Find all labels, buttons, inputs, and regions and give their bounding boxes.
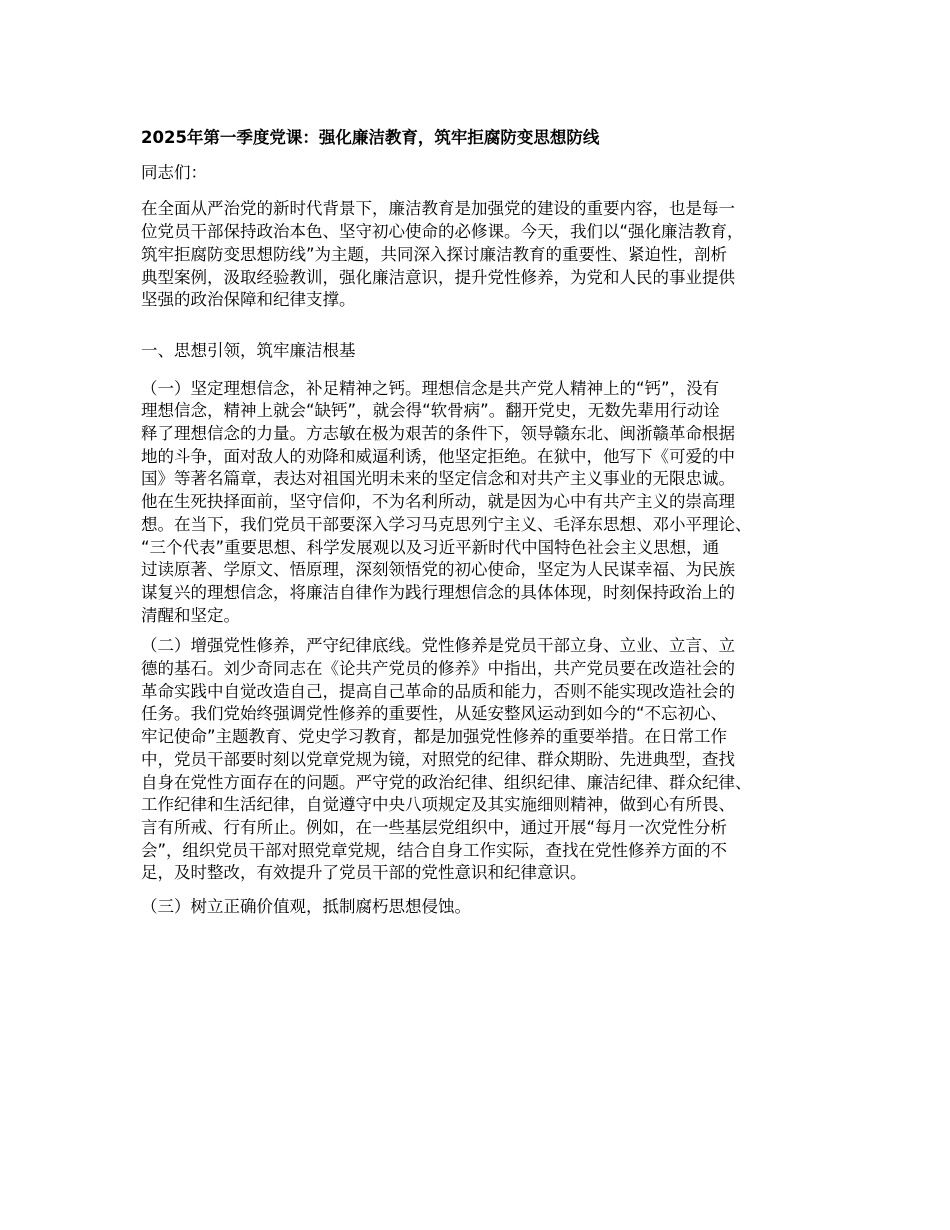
text-line: 坚强的政治保障和纪律支撑。 <box>141 290 356 310</box>
text-line: 地的斗争，面对敌人的劝降和威逼利诱，他坚定拒绝。在狱中，他写下《可爱的中 <box>141 446 735 466</box>
document-title <box>141 127 831 150</box>
text-line: 理想信念，精神上就会“缺钙”，就会得“软骨病”。翻开党史，无数先辈用行动诠 <box>141 401 720 421</box>
section-heading-text: 一、思想引领，筑牢廉洁根基 <box>141 340 356 360</box>
text-line: 中，党员干部要时刻以党章党规为镜，对照党的纪律、群众期盼、先进典型，查找 <box>141 749 735 769</box>
text-line: 释了理想信念的力量。方志敏在极为艰苦的条件下，领导赣东北、闽浙赣革命根据 <box>141 424 735 444</box>
text-line: （一）坚定理想信念，补足精神之钙。理想信念是共产党人精神上的“钙”，没有 <box>141 378 720 398</box>
text-line: 位党员干部保持政治本色、坚守初心使命的必修课。今天，我们以“强化廉洁教育， <box>141 222 744 242</box>
text-line: 会”，组织党员干部对照党章党规，结合自身工作实际，查找在党性修养方面的不 <box>141 840 728 860</box>
paragraph-3 <box>141 896 831 919</box>
text-line: 国》等著名篇章，表达对祖国光明未来的坚定信念和对共产主义事业的无限忠诚。 <box>141 469 735 489</box>
text-line: 德的基石。刘少奇同志在《论共产党员的修养》中指出，共产党员要在改造社会的 <box>141 659 735 679</box>
text-line: 想。在当下，我们党员干部要深入学习马克思列宁主义、毛泽东思想、邓小平理论、 <box>141 514 752 534</box>
greeting <box>141 162 831 185</box>
greeting-text: 同志们： <box>141 162 207 182</box>
text-line: 自身在党性方面存在的问题。严守党的政治纪律、组织纪律、廉洁纪律、群众纪律、 <box>141 772 752 792</box>
text-line: 他在生死抉择面前，坚守信仰，不为名利所动，就是因为心中有共产主义的崇高理 <box>141 492 735 512</box>
document-page <box>141 127 831 919</box>
text-line: 谋复兴的理想信念，将廉洁自律作为践行理想信念的具体体现，时刻保持政治上的 <box>141 582 735 602</box>
text-line: 在全面从严治党的新时代背景下，廉洁教育是加强党的建设的重要内容，也是每一 <box>141 199 735 219</box>
text-line: “三个代表”重要思想、科学发展观以及习近平新时代中国特色社会主义思想，通 <box>141 537 720 557</box>
text-line: 革命实践中自觉改造自己，提高自己革命的品质和能力，否则不能实现改造社会的 <box>141 681 735 701</box>
title-text: 2025年第一季度党课：强化廉洁教育，筑牢拒腐防变思想防线 <box>141 128 600 147</box>
section-heading <box>141 340 831 363</box>
paragraph-3-text: （三）树立正确价值观，抵制腐朽思想侵蚀。 <box>141 897 471 917</box>
text-line: 清醒和坚定。 <box>141 605 240 625</box>
intro-paragraph <box>141 198 831 312</box>
text-line: 工作纪律和生活纪律，自觉遵守中央八项规定及其实施细则精神，做到心有所畏、 <box>141 795 735 815</box>
text-line: 牢记使命”主题教育、党史学习教育，都是加强党性修养的重要举措。在日常工作 <box>141 727 728 747</box>
paragraph-1 <box>141 378 831 628</box>
paragraph-2 <box>141 635 831 885</box>
text-line: 足，及时整改，有效提升了党员干部的党性意识和纪律意识。 <box>141 863 587 883</box>
text-line: 过读原著、学原文、悟原理，深刻领悟党的初心使命，坚定为人民谋幸福、为民族 <box>141 560 735 580</box>
text-line: （二）增强党性修养，严守纪律底线。党性修养是党员干部立身、立业、立言、立 <box>141 636 735 656</box>
text-line: 任务。我们党始终强调党性修养的重要性，从延安整风运动到如今的“不忘初心、 <box>141 704 728 724</box>
text-line: 言有所戒、行有所止。例如，在一些基层党组织中，通过开展“每月一次党性分析 <box>141 817 728 837</box>
text-line: 典型案例，汲取经验教训，强化廉洁意识，提升党性修养，为党和人民的事业提供 <box>141 267 735 287</box>
text-line: 筑牢拒腐防变思想防线”为主题，共同深入探讨廉洁教育的重要性、紧迫性，剖析 <box>141 244 728 264</box>
